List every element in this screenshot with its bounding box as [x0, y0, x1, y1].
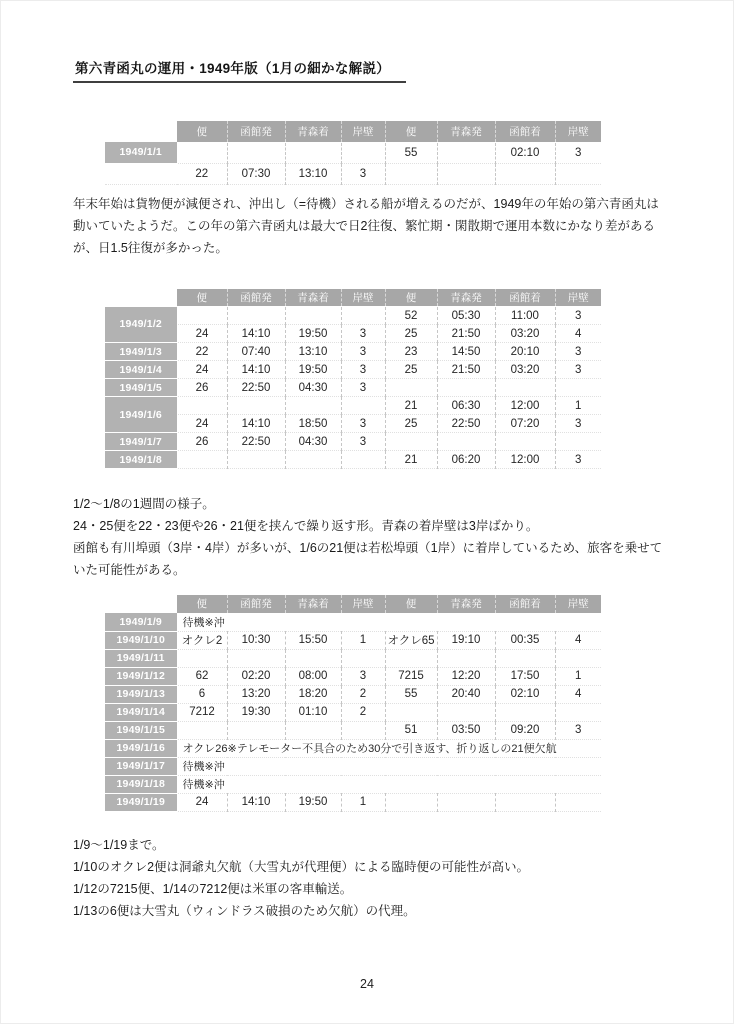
data-cell: 00:35	[495, 631, 555, 649]
data-cell: 25	[385, 325, 437, 343]
data-cell	[177, 142, 227, 163]
data-cell: 20:40	[437, 685, 495, 703]
data-cell: 23	[385, 343, 437, 361]
data-cell: 02:10	[495, 142, 555, 163]
data-cell: 3	[555, 451, 601, 469]
data-cell: 1	[341, 793, 385, 811]
data-cell: 3	[555, 343, 601, 361]
data-cell: 06:30	[437, 397, 495, 415]
data-cell: 1	[555, 397, 601, 415]
column-header: 青森着	[285, 121, 341, 142]
data-cell: 03:50	[437, 721, 495, 739]
note-cell: 待機※沖	[177, 613, 601, 631]
schedule-row	[105, 415, 601, 433]
schedule-row	[105, 325, 601, 343]
schedule-row	[105, 451, 601, 469]
data-cell: 3	[341, 433, 385, 451]
header-row	[105, 289, 601, 307]
schedule-table-jan1	[105, 121, 601, 185]
data-cell	[555, 793, 601, 811]
data-cell	[437, 142, 495, 163]
date-cell: 1949/1/2	[105, 307, 177, 343]
data-cell	[177, 451, 227, 469]
schedule-row	[105, 685, 601, 703]
data-cell: 24	[177, 415, 227, 433]
paragraph-intro: 年末年始は貨物便が減便され、沖出し（=待機）される船が増えるのだが、1949年の年始の第六青函丸は動いていたようだ。この年の第六青函丸は最大で日2往復、繁忙期・閑散期で運用本数にかなり差があるが、日1.5往復が多かった。	[73, 196, 659, 255]
data-cell: 18:20	[285, 685, 341, 703]
date-cell: 1949/1/14	[105, 703, 177, 721]
data-cell: 20:10	[495, 343, 555, 361]
data-cell: 14:10	[227, 361, 285, 379]
data-cell: 14:10	[227, 325, 285, 343]
data-cell	[341, 307, 385, 325]
schedule-row	[105, 397, 601, 415]
data-cell: 02:10	[495, 685, 555, 703]
column-header: 便	[385, 595, 437, 613]
column-header: 便	[177, 595, 227, 613]
data-cell: 13:10	[285, 163, 341, 184]
data-cell	[437, 793, 495, 811]
column-header: 函館着	[495, 289, 555, 307]
date-cell: 1949/1/16	[105, 739, 177, 757]
data-cell: 24	[177, 793, 227, 811]
empty-date-cell	[105, 163, 177, 184]
data-cell: 22:50	[227, 379, 285, 397]
data-cell	[227, 142, 285, 163]
data-cell	[227, 451, 285, 469]
schedule-row	[105, 649, 601, 667]
data-cell	[555, 703, 601, 721]
data-cell: 7215	[385, 667, 437, 685]
data-cell	[227, 397, 285, 415]
date-cell: 1949/1/18	[105, 775, 177, 793]
column-header: 函館発	[227, 595, 285, 613]
data-cell	[341, 142, 385, 163]
data-cell: 55	[385, 685, 437, 703]
schedule-table-jan2-8	[105, 289, 601, 470]
data-cell	[495, 793, 555, 811]
data-cell: 25	[385, 361, 437, 379]
data-cell: 3	[341, 325, 385, 343]
date-cell: 1949/1/9	[105, 613, 177, 631]
column-header: 青森発	[437, 289, 495, 307]
data-cell: 15:50	[285, 631, 341, 649]
data-cell: 18:50	[285, 415, 341, 433]
data-cell: 26	[177, 379, 227, 397]
data-cell: 21:50	[437, 361, 495, 379]
note-cell: オクレ26※テレモーター不具合のため30分で引き返す、折り返しの21便欠航	[177, 739, 601, 757]
schedule-row	[105, 667, 601, 685]
data-cell: 3	[341, 163, 385, 184]
data-cell: 3	[341, 415, 385, 433]
data-cell: 1	[341, 631, 385, 649]
data-cell	[555, 163, 601, 184]
corner-cell	[105, 121, 177, 142]
paragraph-line: 函館も有川埠頭（3岸・4岸）が多いが、1/6の21便は若松埠頭（1岸）に着岸しているため、旅客を乗せていた可能性がある。	[73, 541, 663, 577]
title-wrap	[73, 57, 663, 83]
data-cell: オクレ65	[385, 631, 437, 649]
data-cell	[285, 721, 341, 739]
data-cell	[437, 649, 495, 667]
schedule-row	[105, 721, 601, 739]
schedule-row	[105, 793, 601, 811]
paragraph-week1	[73, 493, 663, 581]
column-header: 青森着	[285, 289, 341, 307]
schedule-row	[105, 361, 601, 379]
column-header: 函館着	[495, 595, 555, 613]
data-cell: 3	[341, 361, 385, 379]
data-cell: 3	[341, 343, 385, 361]
date-cell: 1949/1/4	[105, 361, 177, 379]
data-cell: 07:30	[227, 163, 285, 184]
data-cell: 09:20	[495, 721, 555, 739]
data-cell: 19:30	[227, 703, 285, 721]
column-header: 岸壁	[341, 121, 385, 142]
date-cell: 1949/1/19	[105, 793, 177, 811]
data-cell: 12:00	[495, 397, 555, 415]
data-cell: 12:20	[437, 667, 495, 685]
date-cell: 1949/1/5	[105, 379, 177, 397]
data-cell	[555, 433, 601, 451]
data-cell: 02:20	[227, 667, 285, 685]
data-cell	[437, 163, 495, 184]
date-cell: 1949/1/13	[105, 685, 177, 703]
schedule-row	[105, 703, 601, 721]
data-cell	[495, 649, 555, 667]
schedule-row	[105, 433, 601, 451]
column-header: 岸壁	[341, 289, 385, 307]
schedule-row	[105, 163, 601, 184]
data-cell	[495, 703, 555, 721]
data-cell: 22	[177, 343, 227, 361]
column-header: 岸壁	[555, 121, 601, 142]
data-cell: 21:50	[437, 325, 495, 343]
column-header: 岸壁	[555, 595, 601, 613]
corner-cell	[105, 289, 177, 307]
date-cell: 1949/1/8	[105, 451, 177, 469]
date-cell: 1949/1/1	[105, 142, 177, 163]
data-cell: 3	[555, 361, 601, 379]
data-cell: オクレ2	[177, 631, 227, 649]
note-cell: 待機※沖	[177, 775, 601, 793]
column-header: 函館着	[495, 121, 555, 142]
data-cell: 22	[177, 163, 227, 184]
data-cell	[495, 433, 555, 451]
data-cell: 14:10	[227, 793, 285, 811]
date-cell: 1949/1/12	[105, 667, 177, 685]
data-cell: 2	[341, 685, 385, 703]
header-row	[105, 595, 601, 613]
data-cell: 52	[385, 307, 437, 325]
data-cell	[385, 793, 437, 811]
data-cell	[285, 307, 341, 325]
paragraph-week2	[73, 834, 663, 922]
data-cell: 14:10	[227, 415, 285, 433]
data-cell: 22:50	[227, 433, 285, 451]
data-cell: 14:50	[437, 343, 495, 361]
header-row	[105, 121, 601, 142]
schedule-row	[105, 379, 601, 397]
page-title: 第六青函丸の運用・1949年版（1月の細かな解説）	[73, 57, 406, 83]
column-header: 青森着	[285, 595, 341, 613]
column-header: 岸壁	[341, 595, 385, 613]
data-cell	[177, 721, 227, 739]
column-header: 青森発	[437, 121, 495, 142]
data-cell: 06:20	[437, 451, 495, 469]
data-cell: 4	[555, 325, 601, 343]
data-cell	[177, 649, 227, 667]
corner-cell	[105, 595, 177, 613]
data-cell	[495, 379, 555, 397]
data-cell: 7212	[177, 703, 227, 721]
data-cell	[227, 649, 285, 667]
data-cell	[385, 379, 437, 397]
date-cell: 1949/1/11	[105, 649, 177, 667]
data-cell: 6	[177, 685, 227, 703]
data-cell: 22:50	[437, 415, 495, 433]
date-cell: 1949/1/7	[105, 433, 177, 451]
schedule-row	[105, 613, 601, 631]
data-cell: 19:50	[285, 325, 341, 343]
data-cell	[495, 163, 555, 184]
data-cell	[437, 379, 495, 397]
data-cell	[227, 721, 285, 739]
data-cell: 1	[555, 667, 601, 685]
data-cell	[341, 451, 385, 469]
data-cell: 07:20	[495, 415, 555, 433]
data-cell	[285, 142, 341, 163]
data-cell: 04:30	[285, 379, 341, 397]
data-cell: 19:50	[285, 793, 341, 811]
date-cell: 1949/1/15	[105, 721, 177, 739]
schedule-table-jan9-19	[105, 595, 601, 812]
data-cell	[341, 397, 385, 415]
column-header: 函館発	[227, 289, 285, 307]
schedule-row	[105, 631, 601, 649]
data-cell: 12:00	[495, 451, 555, 469]
paragraph-line: 1/2〜1/8の1週間の様子。	[73, 497, 215, 511]
data-cell	[285, 649, 341, 667]
data-cell	[385, 433, 437, 451]
schedule-row	[105, 142, 601, 163]
data-cell: 4	[555, 631, 601, 649]
paragraph-line: 1/13の6便は大雪丸（ウィンドラス破損のため欠航）の代理。	[73, 903, 416, 918]
schedule-row	[105, 775, 601, 793]
data-cell: 3	[341, 667, 385, 685]
date-cell: 1949/1/6	[105, 397, 177, 433]
schedule-row	[105, 757, 601, 775]
date-cell: 1949/1/10	[105, 631, 177, 649]
date-cell: 1949/1/17	[105, 757, 177, 775]
data-cell: 08:00	[285, 667, 341, 685]
data-cell	[227, 307, 285, 325]
data-cell: 21	[385, 451, 437, 469]
data-cell: 03:20	[495, 361, 555, 379]
column-header: 青森発	[437, 595, 495, 613]
data-cell	[177, 397, 227, 415]
data-cell: 25	[385, 415, 437, 433]
data-cell	[341, 721, 385, 739]
data-cell: 3	[555, 307, 601, 325]
data-cell: 17:50	[495, 667, 555, 685]
data-cell	[285, 397, 341, 415]
data-cell: 3	[555, 142, 601, 163]
data-cell: 13:20	[227, 685, 285, 703]
data-cell: 24	[177, 325, 227, 343]
data-cell: 26	[177, 433, 227, 451]
paragraph-line: 1/10のオクレ2便は洞爺丸欠航（大雪丸が代理便）による臨時便の可能性が高い。	[73, 859, 530, 874]
data-cell: 19:50	[285, 361, 341, 379]
data-cell: 55	[385, 142, 437, 163]
data-cell	[555, 379, 601, 397]
column-header: 函館発	[227, 121, 285, 142]
data-cell: 21	[385, 397, 437, 415]
data-cell	[437, 703, 495, 721]
data-cell: 05:30	[437, 307, 495, 325]
column-header: 岸壁	[555, 289, 601, 307]
paragraph-line: 1/9〜1/19まで。	[73, 837, 165, 852]
date-cell: 1949/1/3	[105, 343, 177, 361]
column-header: 便	[177, 121, 227, 142]
data-cell	[285, 451, 341, 469]
column-header: 便	[177, 289, 227, 307]
paragraph-line: 1/12の7215便、1/14の7212便は米軍の客車輸送。	[73, 881, 353, 896]
data-cell: 3	[555, 415, 601, 433]
data-cell	[385, 649, 437, 667]
data-cell	[177, 307, 227, 325]
data-cell	[437, 433, 495, 451]
note-cell: 待機※沖	[177, 757, 601, 775]
data-cell: 07:40	[227, 343, 285, 361]
data-cell	[341, 649, 385, 667]
column-header: 便	[385, 289, 437, 307]
data-cell: 24	[177, 361, 227, 379]
data-cell	[385, 703, 437, 721]
data-cell: 2	[341, 703, 385, 721]
data-cell: 51	[385, 721, 437, 739]
data-cell: 13:10	[285, 343, 341, 361]
data-cell: 11:00	[495, 307, 555, 325]
data-cell: 4	[555, 685, 601, 703]
data-cell: 3	[555, 721, 601, 739]
data-cell: 01:10	[285, 703, 341, 721]
schedule-row	[105, 739, 601, 757]
schedule-row	[105, 343, 601, 361]
data-cell	[385, 163, 437, 184]
schedule-row	[105, 307, 601, 325]
data-cell	[555, 649, 601, 667]
data-cell: 19:10	[437, 631, 495, 649]
paragraph-line: 24・25便を22・23便や26・21便を挟んで繰り返す形。青森の着岸壁は3岸ばかり。	[73, 519, 539, 533]
page-number: 24	[360, 977, 374, 991]
data-cell: 3	[341, 379, 385, 397]
data-cell: 10:30	[227, 631, 285, 649]
data-cell: 04:30	[285, 433, 341, 451]
data-cell: 03:20	[495, 325, 555, 343]
data-cell: 62	[177, 667, 227, 685]
column-header: 便	[385, 121, 437, 142]
